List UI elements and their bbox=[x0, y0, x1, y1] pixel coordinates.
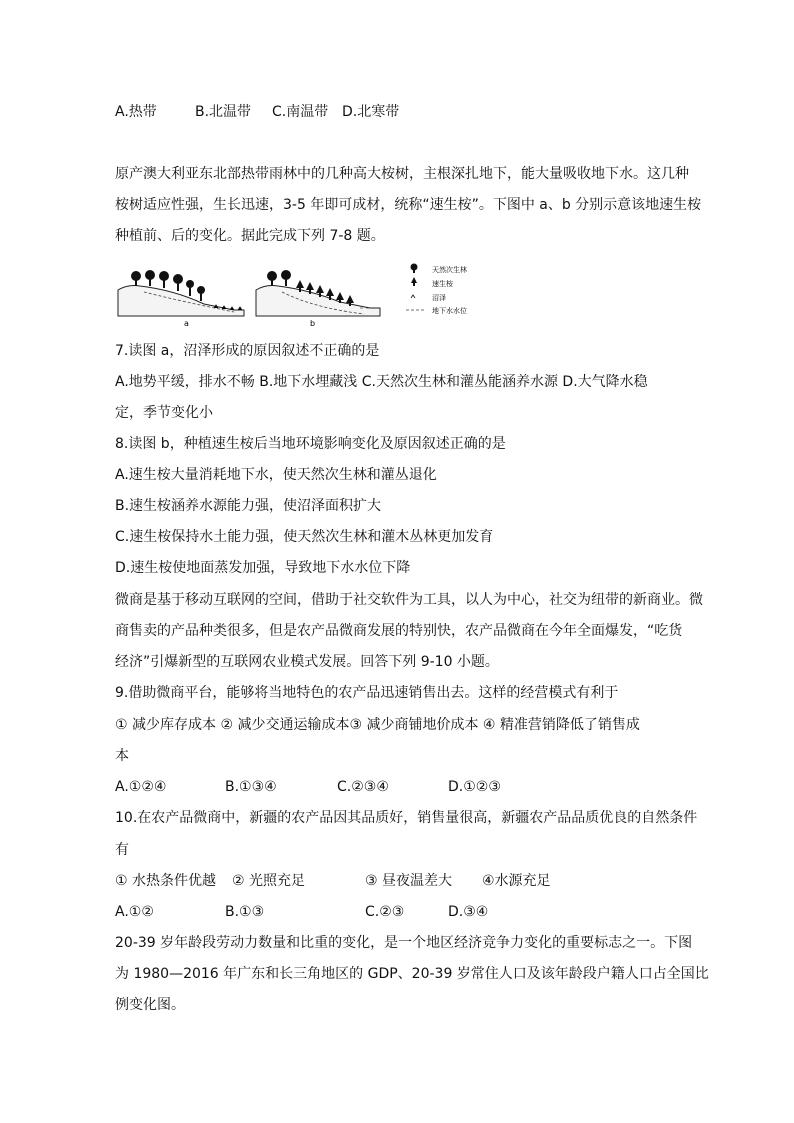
q6-option-c: C.南温带 bbox=[272, 104, 329, 120]
q9-option-c: C.②③④ bbox=[337, 779, 389, 795]
q8-option-d: D.速生桉使地面蒸发加强，导致地下水水位下降 bbox=[115, 560, 411, 576]
passage1-line1: 原产澳大利亚东北部热带雨林中的几种高大桉树，主根深扎地下，能大量吸收地下水。这几种 bbox=[115, 166, 689, 182]
legend-groundwater: 地下水水位 bbox=[432, 307, 467, 315]
q9-option-a: A.①②④ bbox=[115, 779, 167, 795]
q9-items-line2: 本 bbox=[115, 748, 129, 764]
q7-stem: 7.读图 a，沼泽形成的原因叙述不正确的是 bbox=[115, 343, 380, 359]
figure-label-a: a bbox=[184, 319, 189, 328]
passage2-line3: 经济”引爆新型的互联网农业模式发展。回答下列 9-10 小题。 bbox=[115, 654, 499, 670]
q7-options-line1: A.地势平缓，排水不畅 B.地下水埋藏浅 C.天然次生林和灌丛能涵养水源 D.大气降水稳 bbox=[115, 374, 648, 390]
legend-marsh: 沼泽 bbox=[432, 294, 446, 302]
q6-option-a: A.热带 bbox=[115, 104, 157, 120]
q8-option-c: C.速生桉保持水土能力强，使天然次生林和灌木丛林更加发育 bbox=[115, 529, 494, 545]
passage3-line2: 为 1980—2016 年广东和长三角地区的 GDP、20-39 岁常住人口及该年龄段户籍人口占全国比 bbox=[115, 966, 709, 982]
q10-option-a: A.①② bbox=[115, 904, 154, 920]
passage2-line2: 商售卖的产品种类很多，但是农产品微商发展的特别快，农产品微商在今年全面爆发，“吃货 bbox=[115, 623, 683, 639]
q9-stem: 9.借助微商平台，能够将当地特色的农产品迅速销售出去。这样的经营模式有利于 bbox=[115, 685, 619, 701]
q10-item-3: ③ 昼夜温差大 bbox=[365, 873, 453, 889]
q9-option-b: B.①③④ bbox=[225, 779, 277, 795]
q10-option-d: D.③④ bbox=[448, 904, 489, 920]
q10-option-b: B.①③ bbox=[225, 904, 265, 920]
legend-natural-forest: 天然次生林 bbox=[432, 266, 467, 274]
q6-option-d: D.北寒带 bbox=[342, 104, 400, 120]
q10-stem-line1: 10.在农产品微商中，新疆的农产品因其品质好，销售量很高，新疆农产品品质优良的自然条件 bbox=[115, 810, 698, 826]
q10-stem-line2: 有 bbox=[115, 842, 129, 858]
q8-stem: 8.读图 b，种植速生桉后当地环境影响变化及原因叙述正确的是 bbox=[115, 436, 506, 452]
q9-items-line1: ① 减少库存成本 ② 减少交通运输成本③ 减少商铺地价成本 ④ 精准营销降低了销售成 bbox=[115, 717, 640, 733]
q10-item-4: ④水源充足 bbox=[482, 873, 551, 889]
q10-item-1: ① 水热条件优越 bbox=[115, 873, 217, 889]
q6-option-b: B.北温带 bbox=[195, 104, 252, 120]
q8-option-b: B.速生桉涵养水源能力强，使沼泽面积扩大 bbox=[115, 498, 382, 514]
figure-label-b: b bbox=[310, 319, 316, 328]
passage1-line3: 种植前、后的变化。据此完成下列 7-8 题。 bbox=[115, 228, 385, 244]
q8-option-a: A.速生桉大量消耗地下水，使天然次生林和灌丛退化 bbox=[115, 467, 437, 483]
q10-option-c: C.②③ bbox=[365, 904, 405, 920]
q7-options-line2: 定，季节变化小 bbox=[115, 405, 213, 421]
passage1-line2: 桉树适应性强，生长迅速，3-5 年即可成材，统称“速生桉”。下图中 a、b 分别示意该地速生桉 bbox=[115, 197, 702, 213]
q10-item-2: ② 光照充足 bbox=[232, 873, 306, 889]
passage3-line1: 20-39 岁年龄段劳动力数量和比重的变化，是一个地区经济竞争力变化的重要标志之一。下图 bbox=[115, 935, 693, 951]
eucalyptus-figure bbox=[114, 258, 486, 330]
passage3-line3: 例变化图。 bbox=[115, 997, 185, 1013]
q9-option-d: D.①②③ bbox=[448, 779, 501, 795]
legend-eucalyptus: 速生桉 bbox=[432, 280, 453, 288]
passage2-line1: 微商是基于移动互联网的空间，借助于社交软件为工具，以人为中心，社交为纽带的新商业。微 bbox=[115, 592, 703, 608]
